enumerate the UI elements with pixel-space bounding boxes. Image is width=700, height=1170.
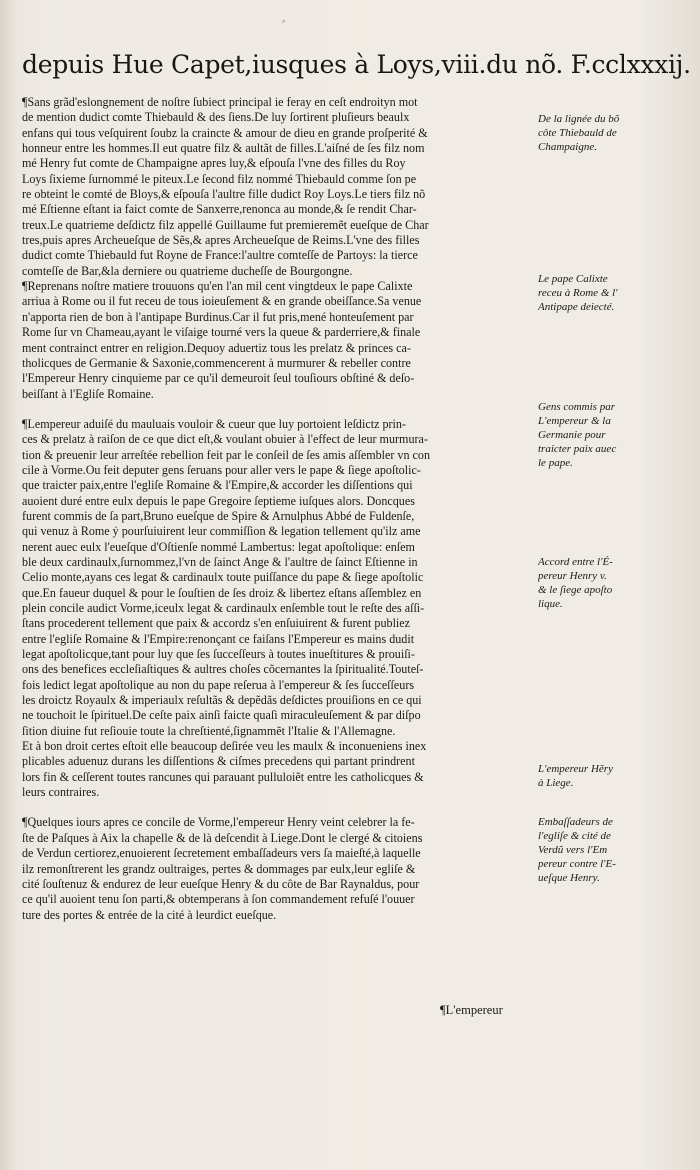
text-line: ¶Quelques iours apres ce concile de Vorme,l'empereur Henry veint celebrer la fe- — [22, 815, 415, 830]
text-line: ſtans procederent tellement que paix & accordz s'en enſuiuirent & furent publiez — [22, 616, 411, 631]
paragraph-1 — [22, 95, 532, 279]
text-line: tres,puis apres Archeueſque de Sẽs,& apres Archeueſque de Reims.L'vne des filles — [22, 233, 420, 248]
text-line: honneur entre les hommes.Il eut quatre filz & aultãt de filles.L'aiſné de ſes filz nom — [22, 141, 425, 156]
text-line: leurs contraires. — [22, 785, 100, 800]
text-line: furent commis de ſa part,Bruno eueſque de Spire & Arnulphus Abbé de Fuldenſe, — [22, 508, 415, 523]
text-line: re obteint le comté de Bloys,& eſpouſa l'aultre fille dudict Roy Loys.Le tiers filz nõ — [22, 187, 426, 202]
text-line: Celio monte,ayans ces legat & cardinaulx toute puiſſance du pape & ſiege apoſtolic — [22, 570, 424, 585]
text-line: n'apporta rien de bon à l'antipape Burdinus.Car il fut pris,mené honteuſement par — [22, 309, 414, 324]
text-line: mé Henry fut comte de Champaigne apres luy,& eſpouſa l'vne des filles du Roy — [22, 156, 406, 171]
marginal-note-calixte — [538, 272, 688, 314]
margin-line: pereur Henry v. — [538, 570, 607, 582]
margin-line: Germanie pour — [538, 429, 606, 441]
margin-line: Antipape deiecté. — [538, 301, 615, 313]
text-line: treux.Le quatrieme deſdictz filz appellé Guillaume fut premieremẽt eueſque de Char — [22, 217, 429, 232]
margin-line: & le ſiege apoſto — [538, 584, 613, 596]
paragraph-4 — [22, 815, 532, 922]
catchword: ¶L'empereur — [440, 1003, 503, 1017]
text-line: tholicques de Germanie & Saxonie,commencerent à murmurer & rebeller contre — [22, 355, 411, 370]
margin-line: Verdũ vers l'Em — [538, 844, 608, 856]
margin-line: ueſque Henry. — [538, 872, 600, 884]
marginal-note-lineage — [538, 112, 688, 154]
text-line: auoient duré entre eulx depuis le pape Gregoire ſeptieme iuſques alors. Doncques — [22, 493, 415, 508]
text-line: ment contrainct entrer en religion.Dequoy aduertiz tous les prelatz & princes ca- — [22, 340, 411, 355]
text-line: ons des benefices eccleſiaſtiques & aultres choſes cõcernantes la ſpiritualité.Touteſ- — [22, 662, 424, 677]
margin-line: le pape. — [538, 457, 573, 469]
text-line: ¶Reprenans noſtre matiere trouuons qu'en l'an mil cent vingtdeux le pape Calixte — [22, 279, 413, 294]
text-line: Rome ſur vn Chameau,ayant le viſaige tourné vers la queue & parderriere,& finale — [22, 325, 421, 340]
text-line: ce qu'il auoient tenu ſon parti,& obtemperans à ſon commandement refuſé l'ouuer — [22, 892, 415, 907]
margin-line: côte Thiebauld de — [538, 127, 617, 139]
text-line: de Verdun certiorez,enuoierent ſecretement embaſſadeurs vers ſa maieſté,à laquelle — [22, 846, 421, 861]
paragraph-2 — [22, 279, 532, 402]
text-line: fois ledict legat apoſtolique au non du pape reſerua à l'empereur & ſes ſucceſſeurs — [22, 677, 415, 692]
text-line: que.En faueur duquel & pour le ſouſtien de ſes droiz & libertez eſtans aſſemblez en — [22, 585, 422, 600]
text-line: nerent auec eulx l'eueſque d'Oſtienſe nommé Lambertus: legat apoſtolique: enſem — [22, 539, 415, 554]
text-line: comteſſe de Bar,&la derniere ou quatrieme ducheſſe de Bourgongne. — [22, 263, 353, 278]
text-line: ¶Lempereur aduiſé du mauluais vouloir & cueur que luy portoient leſdictz prin- — [22, 416, 406, 431]
margin-line: Champaigne. — [538, 141, 597, 153]
text-line: de mention dudict comte Thiebauld & des ſiens.De luy ſortirent pluſieurs beaulx — [22, 110, 410, 125]
margin-line: receu à Rome & l' — [538, 287, 618, 299]
margin-line: De la lignée du bõ — [538, 113, 620, 125]
text-line: qui venuz à Rome ẏ pourſuiuirent leur commiſſion & legation tellement qu'ilz ame — [22, 524, 421, 539]
text-line: les droictz Royaulx & imperiaulx reſultãs & depẽdãs deſdictes prouiſions en ce qui — [22, 693, 422, 708]
text-line: lors fin & ceſſerent toutes rancunes qui parauant pulluloiẽt entre les catholicques & — [22, 769, 424, 784]
text-line: entre l'egliſe Romaine & l'Empire:renonçant ce faiſans l'Empereur es mains dudit — [22, 631, 415, 646]
running-head: depuis Hue Capet,iusques à Loys,viii.du nõ. F.cclxxxij. — [22, 50, 691, 79]
marginal-note-liege — [538, 762, 688, 790]
margin-line: Gens commis par — [538, 401, 615, 413]
text-line: ¶Sans grãd'eslongnement de noſtre ſubiect principal ie feray en ceſt endroityn mot — [22, 95, 418, 109]
text-line: mé Eſtienne eſtant ia faict comte de Sanxerre,renonca au monde,& ſe rendit Char- — [22, 202, 417, 217]
text-line: ture des portes & entrée de la cité à leurdict eueſque. — [22, 907, 277, 922]
text-line: dudict comte Thiebauld fut Royne de France:l'aultre comteſſe de Partoys: la tierce — [22, 248, 418, 263]
margin-line: à Liege. — [538, 777, 574, 789]
text-line: ces & prelatz à raiſon de ce que dict eſt,& voulant obuier à l'effect de leur murmura- — [22, 432, 428, 447]
text-line: Et à bon droit certes eſtoit elle beaucoup deſirée veu les maulx & inconueniens inex — [22, 739, 427, 754]
text-line: beiſſant à l'Egliſe Romaine. — [22, 386, 154, 401]
text-line: ne touchoit le ſpirituel.De ceſte paix ainſi faicte quaſi miraculeuſement & par diſpo — [22, 708, 421, 723]
text-line: cile à Vorme.Ou feit deputer gens ſeruans pour aller vers le pape & ſiege apoſtolic- — [22, 462, 421, 477]
text-line: ble deux cardinaulx,ſurnommez,l'vn de ſainct Ange & l'aultre de ſainct Eſtienne in — [22, 554, 418, 569]
text-line: ilz remonſtrerent les grandz oultraiges, pertes & dommages par eulx,leur egliſe & — [22, 861, 416, 876]
marginal-note-envoys — [538, 400, 688, 470]
margin-line: lique. — [538, 598, 563, 610]
margin-line: L'empereur & la — [538, 415, 611, 427]
text-line: l'Empereur Henry cinquieme par ce qu'il demeuroit ſeul touſiours obſtiné & deſo- — [22, 371, 415, 386]
text-line: ſte de Paſques à Aix la chapelle & de là deſcendit à Liege.Dont le clergé & citoiens — [22, 830, 423, 845]
margin-line: L'empereur Hẽry — [538, 763, 613, 775]
text-line: arriua à Rome ou il fut receu de tous ioieuſement & en grande obeiſſance.Sa venue — [22, 294, 422, 309]
text-line: legat apoſtolicque,tant pour luy que ſes ſucceſſeurs à toutes inueſtitures & prouiſi- — [22, 647, 415, 662]
margin-line: pereur contre l'E- — [538, 858, 616, 870]
main-text — [22, 95, 532, 923]
text-line: que traicter paix,entre l'egliſe Romaine & l'Empire,& accorder les diſſentions qui — [22, 478, 413, 493]
margin-line: Accord entre l'É- — [538, 556, 613, 568]
text-line: plicables aduenuz durans les diſſentions & ciſmes precedens qui partant prindrent — [22, 754, 415, 769]
text-line: enfans qui tous veſquirent ſoubz la craincte & amour de dieu en grande proſperité & — [22, 125, 428, 140]
marginal-note-verdun — [538, 815, 688, 885]
margin-line: Le pape Calixte — [538, 273, 608, 285]
paragraph-3 — [22, 417, 532, 801]
text-line: ſition diuine fut reſiouie toute la chreſtienté,ſignammẽt l'Italie & l'Allemagne. — [22, 723, 396, 738]
margin-line: Embaſſadeurs de — [538, 816, 613, 828]
margin-line: traicter paix auec — [538, 443, 617, 455]
margin-line: l'egliſe & cité de — [538, 830, 611, 842]
ornament-mark: ⸗ — [282, 16, 286, 27]
text-line: cité ſouſtenuz & endurez de leur eueſque Henry & du côte de Bar Raynaldus, pour — [22, 876, 420, 891]
text-line: Loys ſixieme ſurnommé le piteux.Le ſecond filz nommé Thiebauld comme ſon pe — [22, 171, 417, 186]
marginal-note-accord — [538, 555, 688, 611]
text-line: plein concile audict Vorme,iceulx legat & cardinaulx enſemble tout le reſte des aſſi- — [22, 601, 425, 615]
text-line: tion & preuenir leur arreſtée rebellion feit par le conſeil de ſes amis aſſembler vn con — [22, 447, 430, 462]
